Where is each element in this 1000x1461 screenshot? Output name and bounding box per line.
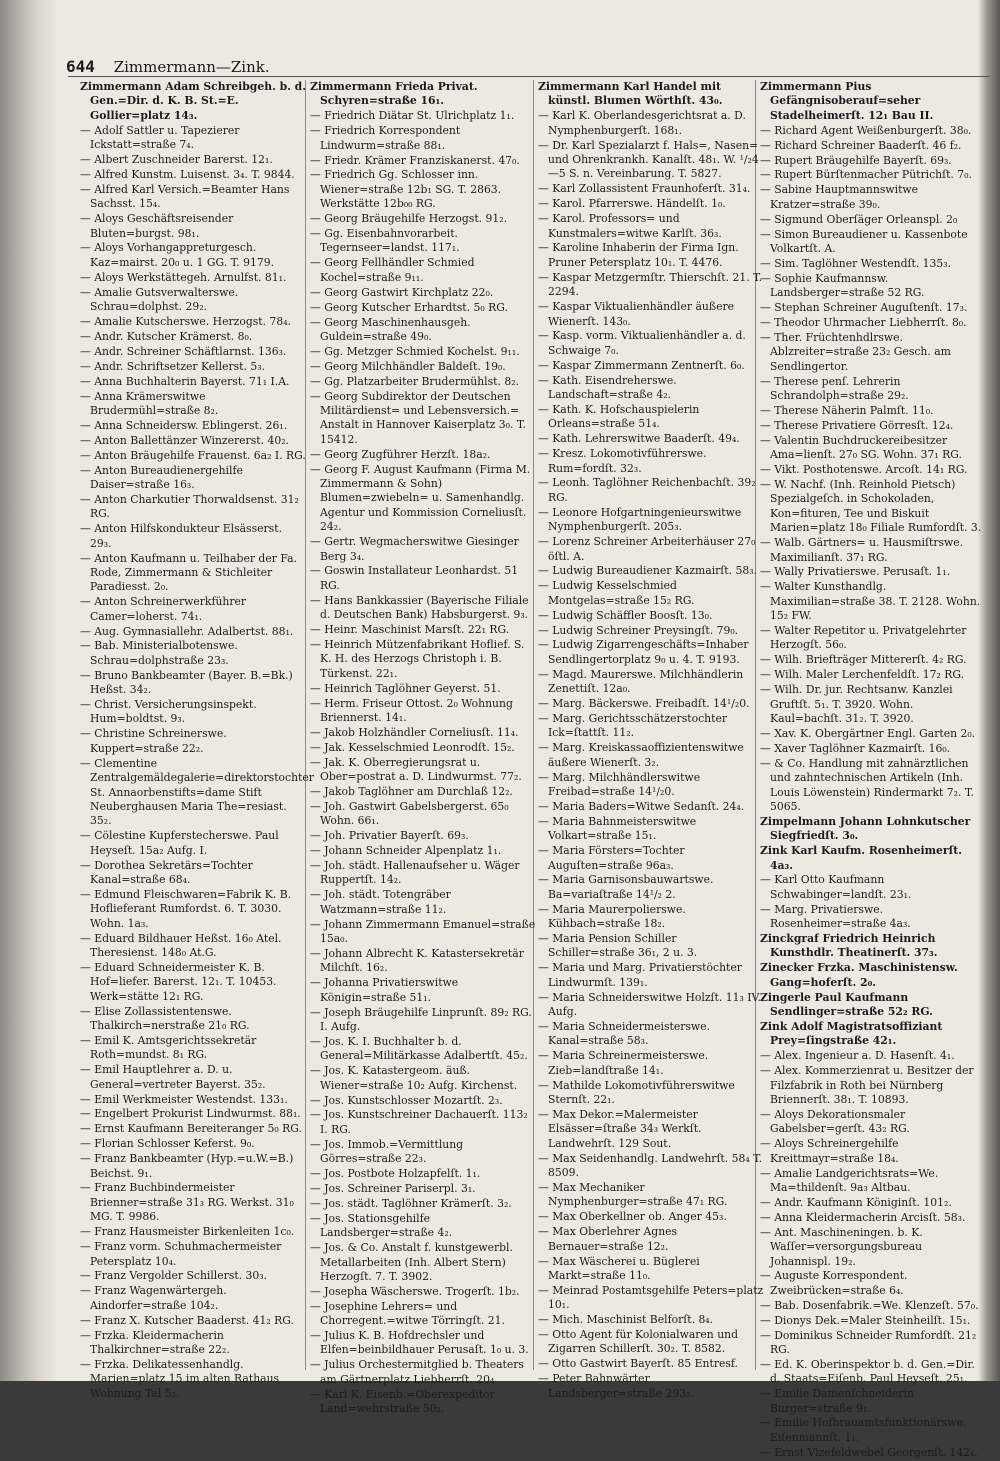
directory-entry: — Sim. Taglöhner Westendſt. 135₃. — [760, 256, 952, 270]
directory-entry: — Jos. K. Katastergeom. äuß. Wiener=straße 10₂ Aufg. Kirchenst. — [310, 1064, 518, 1092]
directory-entry: — Josephine Lehrers= und Chorregent.=witwe Törringſt. 21. — [310, 1299, 505, 1328]
directory-entry: — Emil Hauptlehrer a. D. u. General=vertreter Bayerst. 35₂. — [80, 1063, 266, 1091]
directory-entry: — Ludwig Bureaudiener Kazmairſt. 58₃. — [538, 564, 758, 578]
directory-entry: — Jos. Kunstschlosser Mozartſt. 2₃. — [310, 1093, 503, 1107]
directory-entry: — Georg Fellhändler Schmied Kochel=straße 9₁₁. — [310, 256, 475, 284]
directory-entry: — Georg Maschinenhausgeh. Guldein=straße 49₀. — [310, 315, 471, 343]
directory-entry: — Clementine Zentralgemäldegalerie=direktorstochter St. Annaorbenstifts=dame Stift Neuberghausen Maria The=resiast. 35₂. — [80, 756, 314, 828]
directory-entry: — Anton Bräugehilfe Frauenst. 6a₂ I. RG. — [80, 448, 306, 462]
directory-entry: — Sabine Hauptmannswitwe Kratzer=straße 39₀. — [760, 183, 919, 211]
directory-entry: — Maria Baders=Witwe Sedanſt. 24₄. — [538, 799, 745, 813]
directory-entry: — Joh. Privatier Bayerſt. 69₃. — [310, 829, 469, 843]
directory-entry: — Karol. Professors= und Kunstmalers=witwe Karlſt. 36₃. — [538, 212, 722, 240]
directory-entry: — Ed. K. Oberinspektor b. d. Gen.=Dir. d. Staats=Eiſenb. Paul Heyseſt. 25₁. — [760, 1357, 975, 1386]
directory-entry: — Maria Schreinermeisterswe. Zieb=landſtraße 14₁. — [538, 1049, 709, 1077]
directory-entry: — Max Wäscherei u. Büglerei Markt=straße 11₀. — [538, 1254, 700, 1282]
directory-entry: — Georg Subdirektor der Deutschen Militärdienst= und Lebensversich.= Anstalt in Hannover Kaiserplatz 3₀. T. 15412. — [310, 389, 526, 446]
directory-entry: — Joh. städt. Hallenaufseher u. Wäger Ruppertſt. 14₂. — [310, 859, 520, 887]
directory-entry: — Ant. Maschineningen. b. K. Waſſer=versorgungsbureau Johannispl. 19₂. — [760, 1225, 923, 1268]
directory-entry: — Stephan Schreiner Auguſtenſt. 17₃. — [760, 301, 968, 315]
directory-entry: — Jos. Postbote Holzapfelſt. 1₁. — [310, 1167, 481, 1181]
directory-entry: — Richard Schreiner Baaderſt. 46 f₂. — [760, 138, 962, 152]
directory-entry: — Christine Schreinerswe. Kuppert=straße 22₂. — [80, 727, 227, 755]
directory-entry: — Adolf Sattler u. Tapezierer Ickstatt=straße 7₄. — [80, 123, 240, 152]
header-rule — [68, 76, 990, 77]
directory-entry: — Jos. K. I. Buchhalter b. d. General=Militärkasse Adalbertſt. 45₂. — [310, 1034, 528, 1063]
directory-entry: — Friedrich Diätar St. Ulrichplatz 1₁. — [310, 109, 515, 123]
directory-entry: — Dr. Karl Spezialarzt f. Hals=, Nasen= und Ohrenkrankh. Kanalſt. 48₁. W. ¹/₂4—5 S. n. Vereinbarung. T. 5827. — [538, 138, 759, 181]
directory-entry: — Xav. K. Obergärtner Engl. Garten 2₀. — [760, 726, 976, 740]
directory-entry: — Maria Schneiderswitwe Holzſt. 11₃ IV. Aufg. — [538, 990, 761, 1019]
directory-entry: — Kaspar Zimmermann Zentnerſt. 6₀. — [538, 358, 745, 372]
directory-entry: — Karoline Inhaberin der Firma Ign. Pruner Petersplatz 10₁. T. 4476. — [538, 241, 739, 269]
directory-entry: — Kaspar Viktualienhändler äußere Wienerſt. 143₀. — [538, 300, 735, 328]
directory-entry: — Walter Repetitor u. Privatgelehrter Herzogſt. 56₀. — [760, 624, 967, 652]
directory-entry: — Cölestine Kupferstecherswe. Paul Heyseſt. 15a₂ Aufg. I. — [80, 829, 279, 857]
directory-entry: — Jos. Stationsgehilfe Landsberger=straße 4₂. — [310, 1211, 453, 1240]
directory-entry: — Walter Kunsthandlg. Maximilian=straße 38. T. 2128. Wohn. 15₂ FW. — [760, 580, 981, 623]
directory-entry: Zimpelmann Johann Lohnkutscher Siegfriedſt. 3₀. — [760, 814, 971, 843]
directory-entry: — Engelbert Prokurist Lindwurmst. 88₁. — [80, 1107, 301, 1121]
directory-entry: — Jak. Kesselschmied Leonrodſt. 15₂. — [310, 740, 515, 754]
directory-entry: — Aloys Schreinergehilfe Kreittmayr=straße 18₄. — [760, 1137, 899, 1165]
directory-entry: — Ernst Vizefeldwebel Georgenſt. 142₄. — [760, 1445, 978, 1459]
directory-entry: — Kaspar Metzgermſtr. Thierschſt. 21. T. 2294. — [538, 270, 763, 299]
directory-entry: — Xaver Taglöhner Kazmairſt. 16₀. — [760, 741, 951, 755]
directory-entry: — Alfred Kunstm. Luisenst. 3₄. T. 9844. — [80, 167, 295, 181]
directory-entry: — Magd. Maurerswe. Milchhändlerin Zenettiſt. 12a₀. — [538, 667, 744, 696]
directory-entry: — Wilh. Maler Lerchenfeldſt. 17₂ RG. — [760, 668, 965, 682]
directory-entry: — Anton Bureaudienergehilfe Daiser=straße 16₃. — [80, 463, 243, 491]
directory-entry: — Theodor Uhrmacher Liebherrſt. 8₀. — [760, 316, 967, 329]
directory-entry: — Johann Albrecht K. Katastersekretär Milchſt. 16₂. — [310, 946, 524, 975]
directory-entry: Zingerle Paul Kaufmann Sendlinger=straße 52₂ RG. — [760, 990, 933, 1019]
directory-entry: — Wally Privatierswe. Perusaſt. 1₁. — [760, 565, 951, 579]
directory-entry: — Gg. Metzger Schmied Kochelst. 9₁₁. — [310, 344, 520, 358]
directory-entry: — Mich. Maschinist Belforſt. 8₄. — [538, 1313, 714, 1327]
directory-entry: — Kath. Eisendreherswe. Landschaft=straße 4₂. — [538, 373, 677, 402]
directory-entry: — Wilh. Briefträger Mittererſt. 4₂ RG. — [760, 653, 967, 667]
page-header — [66, 57, 270, 76]
directory-entry: Zinckgraf Friedrich Heinrich Kunsthdlr. Theatinerſt. 37₃. — [760, 932, 938, 960]
directory-entry: — Franz Vergolder Schillerst. 30₃. — [80, 1269, 268, 1283]
directory-entry: — Julius Orchestermitglied b. Theaters am Gärtnerplatz Liebherrſt. 20₄. — [310, 1358, 524, 1386]
running-title: Zimmermann—Zink. — [113, 58, 270, 76]
directory-entry: — Johann Zimmermann Emanuel=straße 15a₀. — [310, 917, 536, 946]
directory-entry: — Gertr. Wegmacherswitwe Giesinger Berg 3₄. — [310, 535, 519, 563]
page-number: 644 — [66, 57, 95, 76]
directory-entry: — Ludwig Kesselschmied Montgelas=straße 15₂ RG. — [538, 579, 695, 607]
directory-entry: — Marg. Privatierswe. Rosenheimer=straße 4a₃. — [760, 902, 911, 931]
book-gutter-left — [0, 0, 58, 1381]
directory-entry: — Aloys Dekorationsmaler Gabelsber=gerſt. 43₂ RG. — [760, 1107, 910, 1136]
directory-entry: — Walb. Gärtners= u. Hausmiſtrswe. Maximilianſt. 37₁ RG. — [760, 536, 964, 564]
directory-column-1 — [80, 80, 314, 1402]
directory-entry: — Heinr. Maschinist Marsſt. 22₁ RG. — [310, 623, 510, 637]
directory-entry: — Therese Näherin Palmſt. 11₀. — [760, 403, 934, 417]
directory-entry: — Johann Schneider Alpenplatz 1₁. — [310, 844, 502, 858]
directory-entry: — Joseph Bräugehilfe Linprunſt. 89₂ RG. I. Aufg. — [310, 1005, 532, 1033]
directory-entry: — Heinrich Taglöhner Geyerst. 51. — [310, 681, 501, 695]
directory-entry: — Anna Krämerswitwe Brudermühl=straße 8₂. — [80, 389, 219, 417]
directory-entry: — Frzka. Kleidermacherin Thalkirchner=straße 22₂. — [80, 1328, 230, 1356]
directory-entry: — Jos. Immob.=Vermittlung Görres=straße 22₃. — [310, 1137, 464, 1166]
directory-entry: — Dorothea Sekretärs=Tochter Kanal=straße 68₄. — [80, 858, 253, 886]
directory-entry: — Rupert Bräugehilfe Bayerſt. 69₃. — [760, 153, 952, 167]
directory-entry: — Sigmund Oberſäger Orleanspl. 2₀ — [760, 212, 958, 226]
directory-entry: — Kath. K. Hofschauspielerin Orleans=straße 51₄. — [538, 402, 700, 431]
directory-entry: — Emilie Hofbrauamtsfunktionärswe. Eiſenmannſt. 1₁. — [760, 1416, 967, 1444]
directory-entry: — Max Oberkellner ob. Anger 45₃. — [538, 1210, 727, 1224]
directory-entry: Zink Karl Kaufm. Rosenheimerſt. 4a₃. — [760, 844, 962, 872]
directory-entry: — Leonore Hofgartningenieurswitwe Nymphenburgerſt. 205₃. — [538, 505, 742, 534]
directory-entry: — Franz Buchbindermeister Brienner=straße 31₃ RG. Werkst. 31₀ MG. T. 9986. — [80, 1181, 294, 1224]
directory-entry: — Gg. Eisenbahnvorarbeit. Tegernseer=landst. 117₁. — [310, 227, 460, 255]
directory-entry: — Wilh. Dr. jur. Rechtsanw. Kanzlei Gruftſt. 5₁. T. 3920. Wohn. Kaul=bachſt. 31₂. T. 3920. — [760, 683, 953, 725]
directory-entry: — Peter Bahnwärter Landsberger=straße 293₂. — [538, 1372, 694, 1400]
directory-entry: — Anton Ballettänzer Winzererst. 40₂. — [80, 433, 289, 447]
directory-entry: — Emil Werkmeister Westendst. 133₁. — [80, 1092, 288, 1106]
directory-entry: — Anton Charkutier Thorwaldsenst. 31₂ RG. — [80, 492, 299, 521]
directory-entry: — Joh. Gastwirt Gabelsbergerst. 65₀ Wohn. 66₁. — [310, 799, 509, 828]
directory-entry: — Franz Hausmeister Birkenleiten 1c₀. — [80, 1225, 295, 1239]
directory-entry: — Georg Milchhändler Baldeſt. 19₀. — [310, 359, 506, 373]
directory-entry: — Jos. städt. Taglöhner Krämerſt. 3₂. — [310, 1196, 512, 1210]
directory-entry: — Andr. Schriftsetzer Kellerst. 5₃. — [80, 359, 266, 373]
directory-entry: Zimmermann Frieda Privat. Schyren=straße 16₁. — [310, 80, 478, 108]
directory-column-4 — [760, 80, 986, 1461]
directory-entry: — Ernst Kaufmann Bereiteranger 5₀ RG. — [80, 1122, 302, 1136]
directory-entry: — Eduard Bildhauer Heßst. 16₀ Atel. Theresienst. 148₀ At.G. — [80, 931, 282, 959]
directory-entry: — Florian Schlosser Keferst. 9₀. — [80, 1137, 255, 1151]
directory-entry: — Edmund Fleischwaren=Fabrik K. B. Hoflieferant Rumfordst. 6. T. 3030. Wohn. 1a₃. — [80, 887, 292, 930]
directory-entry: — Otto Agent für Kolonialwaren und Zigarren Schillerſt. 30₂. T. 8582. — [538, 1328, 739, 1356]
directory-entry: — Bruno Bankbeamter (Bayer. B.=Bk.) Heßst. 34₂. — [80, 668, 293, 697]
directory-entry: — Mathilde Lokomotivführerswitwe Sternſt. 22₁. — [538, 1078, 735, 1107]
directory-entry: — Joh. städt. Totengräber Watzmann=straße 11₂. — [310, 888, 451, 916]
directory-column-2 — [310, 80, 536, 1417]
directory-entry: — Marg. Milchhändlerswitwe Freibad=straße 14¹/₂0. — [538, 770, 701, 798]
directory-entry: — Georg Kutscher Erhardtst. 5₀ RG. — [310, 300, 508, 314]
directory-entry: — Maria Garnisonsbauwartswe. Ba=variaſtraße 14¹/₂ 2. — [538, 873, 714, 901]
directory-entry: — Anna Kleidermacherin Arcisſt. 58₃. — [760, 1210, 966, 1224]
directory-entry: — Friedrich Gg. Schlosser inn. Wiener=straße 12b₁ SG. T. 2863. Werkstätte 12b₀₀ RG. — [310, 168, 502, 211]
directory-entry: — Kasp. vorm. Viktualienhändler a. d. Schwaige 7₀. — [538, 329, 746, 357]
directory-entry: Zimmermann Adam Schreibgeh. b. d. Gen.=Dir. d. K. B. St.=E. Gollier=platz 14₃. — [80, 80, 306, 122]
directory-entry: — Dominikus Schneider Rumfordſt. 21₂ RG. — [760, 1328, 977, 1356]
directory-entry: Zimmermann Karl Handel mit künstl. Blumen Wörthſt. 43₀. — [538, 80, 723, 108]
directory-entry: — Andr. Kaufmann Königinſt. 101₂. — [760, 1195, 952, 1209]
directory-entry: — Karl Zollassistent Fraunhoferſt. 31₄. — [538, 182, 751, 196]
directory-entry: — Emil K. Amtsgerichtssekretär Roth=mundst. 8₁ RG. — [80, 1033, 257, 1062]
directory-entry: — Richard Agent Weißenburgerſt. 38₀. — [760, 123, 972, 137]
directory-entry: — Maria Maurerpolierswe. Kühbach=straße 18₂. — [538, 902, 686, 931]
directory-entry: — Elise Zollassistentenswe. Thalkirch=nerstraße 21₀ RG. — [80, 1004, 250, 1032]
directory-entry: — Emilie Damenſchneiderin Burger=straße 9₁. — [760, 1387, 914, 1415]
directory-entry: — Otto Gastwirt Bayerſt. 85 Entresf. — [538, 1357, 738, 1371]
directory-entry: — Anton Schreinerwerkführer Camer=loherst. 74₁. — [80, 595, 247, 623]
directory-entry: — Maria und Marg. Privatierstöchter Lindwurmſt. 139₁. — [538, 961, 742, 989]
directory-entry: — Amalie Landgerichtsrats=We. Ma=thildenſt. 9a₃ Altbau. — [760, 1166, 939, 1194]
directory-entry: — Aloys Werkstättegeh. Arnulfst. 81₁. — [80, 270, 287, 284]
directory-entry: — Karol. Pfarrerswe. Händelſt. 1₀. — [538, 197, 726, 211]
directory-entry: — Jak. K. Oberregierungsrat u. Ober=postrat a. D. Lindwurmst. 77₂. — [310, 755, 522, 784]
directory-entry: — Valentin Buchdruckereibesitzer Ama=lienſt. 27₀ SG. Wohn. 37₁ RG. — [760, 433, 962, 462]
directory-entry: — Jos. Kunstschreiner Dachauerſt. 113₂ I. RG. — [310, 1108, 528, 1136]
directory-entry: — Georg F. August Kaufmann (Firma M. Zimmermann & Sohn) Blumen=zwiebeln= u. Samenhandlg. Agentur und Kommission Corneliusſt. 24₂. — [310, 462, 531, 534]
directory-entry: — Franz Bankbeamter (Hyp.=u.W.=B.) Beichst. 9₁. — [80, 1152, 294, 1180]
directory-entry: — Alex. Kommerzienrat u. Besitzer der Filzfabrik in Roth bei Nürnberg Briennerſt. 38₁. T. 10893. — [760, 1064, 974, 1107]
directory-entry: Zimmermann Pius Gefängnisoberauf=seher Stadelheimerſt. 12₁ Bau II. — [760, 80, 934, 122]
directory-entry: — Aloys Geschäftsreisender Bluten=burgst. 98₁. — [80, 212, 234, 240]
directory-entry: — Kath. Lehrerswitwe Baaderſt. 49₄. — [538, 432, 740, 446]
directory-entry: — Karl Otto Kaufmann Schwabinger=landſt. 23₁. — [760, 873, 912, 901]
directory-entry: — Karl K. Oberlandesgerichtsrat a. D. Nymphenburgerſt. 168₁. — [538, 109, 746, 137]
directory-entry: — Max Dekor.=Malermeister Elsässer=ſtraße 34₃ Werkſt. Landwehrſt. 129 Sout. — [538, 1107, 702, 1150]
directory-entry: — Maria Pension Schiller Schiller=straße 36₁, 2 u. 3. — [538, 932, 698, 960]
directory-entry: — Anton Hilfskondukteur Elsässerst. 29₃. — [80, 522, 282, 550]
directory-entry: — Jos. Schreiner Pariserpl. 3₁. — [310, 1181, 476, 1195]
directory-entry: — Frzka. Delikatessenhandlg. Marien=platz 15 im alten Rathaus Wohnung Tal 5₂. — [80, 1357, 280, 1400]
directory-entry: — Albert Zuschneider Barerst. 12₁. — [80, 153, 273, 167]
directory-entry: — Karl K. Eisenb.=Oberexpeditor Land=wehrstraße 50₂. — [310, 1387, 495, 1416]
directory-entry: — Jakob Taglöhner am Durchlaß 12₂. — [310, 785, 513, 798]
directory-entry: — Max Seidenhandlg. Landwehrſt. 58₄ T. 8509. — [538, 1151, 763, 1180]
directory-entry: — Franz Wagenwärtergeh. Aindorfer=straße 104₂. — [80, 1284, 227, 1312]
directory-entry: — Meinrad Postamtsgehilfe Peters=platz 10₁. — [538, 1283, 764, 1312]
directory-entry: — Bab. Dosenfabrik.=We. Klenzeſt. 57₀. — [760, 1298, 979, 1312]
directory-entry: — Max Mechaniker Nymphenburger=straße 47₁ RG. — [538, 1180, 728, 1209]
directory-entry: — Simon Bureaudiener u. Kassenbote Volkartſt. A. — [760, 227, 968, 255]
directory-entry: — & Co. Handlung mit zahnärztlichen und zahntechnischen Artikeln (Inh. Louis Löwenstein) Rindermarkt 7₂. T. 5065. — [760, 756, 974, 813]
directory-entry: — Georg Zugführer Herzſt. 18a₂. — [310, 447, 491, 461]
directory-entry: — Jakob Holzhändler Corneliusſt. 11₄. — [310, 725, 519, 739]
directory-entry: — Anna Buchhalterin Bayerst. 71₁ I.A. — [80, 374, 290, 388]
directory-entry: — Julius K. B. Hofdrechsler und Elfen=beinbildhauer Perusaſt. 1₀ u. 3. — [310, 1329, 529, 1357]
directory-entry: — Franz X. Kutscher Baaderst. 41₂ RG. — [80, 1313, 294, 1327]
directory-entry: — Friedr. Krämer Franziskanerst. 47₀. — [310, 153, 520, 167]
directory-entry: — Rupert Bürſtenmacher Pütrichſt. 7₀. — [760, 168, 972, 182]
directory-entry: — Friedrich Korrespondent Lindwurm=straße 88₁. — [310, 124, 461, 152]
directory-entry: — Max Oberlehrer Agnes Bernauer=straße 12₂. — [538, 1225, 678, 1253]
directory-entry: — Ludwig Schäffler Boosſt. 13₀. — [538, 608, 713, 622]
directory-entry: — Leonh. Taglöhner Reichenbachſt. 39₂ RG. — [538, 476, 756, 504]
directory-entry: — Kresz. Lokomotivführerswe. Rum=fordſt. 32₃. — [538, 447, 707, 475]
directory-entry: — Heinrich Mützenfabrikant Hoflief. S. K. H. des Herzogs Christoph i. B. Türkenst. 22₁. — [310, 637, 525, 680]
directory-entry: — Georg Gastwirt Kirchplatz 22₀. — [310, 285, 494, 299]
directory-entry: — Eduard Schneidermeister K. B. Hof=liefer. Barerst. 12₁. T. 10453. Werk=stätte 12₁ RG. — [80, 960, 277, 1003]
directory-entry: — W. Nachf. (Inh. Reinhold Pietsch) Spezialgeſch. in Schokoladen, Kon=fituren, Tee und Biskuit Marien=platz 18₀ Filiale Rumfordſt. 3. — [760, 477, 982, 535]
directory-entry: — Therese penſ. Lehrerin Schrandolph=straße 29₂. — [760, 374, 909, 403]
directory-entry: — Alfred Karl Versich.=Beamter Hans Sachsst. 15₄. — [80, 182, 290, 211]
directory-entry: — Marg. Gerichtsschätzerstochter Ick=ſtattſt. 11₂. — [538, 711, 727, 740]
directory-entry: — Ludwig Schreiner Preysingſt. 79₀. — [538, 623, 739, 637]
directory-entry: — Amalie Kutscherswe. Herzogst. 78₄. — [80, 315, 291, 328]
directory-entry: — Ther. Früchtenhdlrswe. Ablzreiter=straße 23₂ Gesch. am Sendlingertor. — [760, 330, 951, 373]
directory-entry: — Anna Schneidersw. Eblingerst. 26₁. — [80, 418, 288, 432]
directory-entry: — Andr. Schreiner Schäftlarnst. 136₃. — [80, 344, 287, 358]
directory-entry: — Maria Schneidermeisterswe. Kanal=straße 58₃. — [538, 1020, 710, 1048]
directory-entry: — Georg Bräugehilfe Herzogst. 91₂. — [310, 212, 508, 226]
directory-entry: — Hans Bankkassier (Bayerische Filiale d. Deutschen Bank) Habsburgerst. 9₃. — [310, 593, 529, 622]
directory-entry: Zinecker Frzka. Maschinistensw. Gang=hoferſt. 2₀. — [760, 961, 958, 989]
directory-entry: — Goswin Installateur Leonhardst. 51 RG. — [310, 564, 519, 592]
directory-entry: — Maria Försters=Tochter Auguſten=straße 96a₃. — [538, 844, 685, 872]
directory-entry: — Sophie Kaufmannsw. Landsberger=straße 52 RG. — [760, 271, 925, 300]
directory-entry: — Josepha Wäscherswe. Trogerſt. 1b₂. — [310, 1284, 520, 1298]
directory-entry: — Aloys Vorhangappreturgesch. Kaz=mairst. 20₀ u. 1 GG. T. 9179. — [80, 241, 275, 269]
directory-entry: — Ludwig Zigarrengeschäfts=Inhaber Sendlingertorplatz 9₀ u. 4. T. 9193. — [538, 638, 749, 666]
directory-entry: — Lorenz Schreiner Arbeiterhäuser 27₀ öſtl. A. — [538, 535, 756, 563]
directory-entry: — Bab. Ministerialbotenswe. Schrau=dolphstraße 23₃. — [80, 639, 238, 667]
directory-entry: — Marg. Bäckerswe. Freibadſt. 14¹/₂0. — [538, 697, 750, 711]
directory-entry: — Aug. Gymnasiallehr. Adalbertst. 88₁. — [80, 624, 294, 638]
directory-entry: — Johanna Privatierswitwe Königin=straße 51₁. — [310, 976, 459, 1004]
directory-entry: — Amalie Gutsverwalterswe. Schrau=dolphst. 29₂. — [80, 285, 239, 314]
directory-entry: — Anton Kaufmann u. Teilhaber der Fa. Rode, Zimmermann & Stichleiter Paradiesst. 2₀. — [80, 551, 297, 594]
directory-entry: — Marg. Kreiskassaoffizientenswitwe äußere Wienerſt. 3₂. — [538, 741, 744, 769]
directory-entry: — Maria Bahnmeisterswitwe Volkart=straße 15₁. — [538, 814, 697, 843]
directory-entry: — Therese Privatiere Görresſt. 12₄. — [760, 418, 954, 432]
directory-entry: — Auguste Korrespondent. Zweibrücken=straße 6₄. — [760, 1269, 908, 1297]
directory-entry: Zink Adolf Magistratsoffiziant Prey=ſingstraße 42₁. — [760, 1020, 943, 1048]
directory-entry: — Franz vorm. Schuhmachermeister Petersplatz 10₄. — [80, 1240, 282, 1268]
directory-entry: — Gg. Platzarbeiter Brudermühlst. 8₂. — [310, 374, 519, 388]
directory-entry: — Alex. Ingenieur a. D. Hasenſt. 4₁. — [760, 1049, 955, 1063]
directory-entry: — Christ. Versicherungsinspekt. Hum=boldtst. 9₃. — [80, 698, 257, 726]
directory-entry: — Andr. Kutscher Krämerst. 8₀. — [80, 329, 253, 343]
directory-entry: — Dionys Dek.=Maler Steinheilſt. 15₁. — [760, 1313, 971, 1327]
directory-entry: — Vikt. Posthotenswe. Arcoſt. 14₁ RG. — [760, 463, 968, 477]
directory-entry: — Herm. Friseur Ottost. 2₀ Wohnung Briennerst. 14₁. — [310, 696, 513, 724]
directory-column-3 — [538, 80, 764, 1402]
directory-entry: — Jos. & Co. Anstalt f. kunstgewerbl. Metallarbeiten (Inh. Albert Stern) Herzogſt. 7. T. 3902. — [310, 1241, 513, 1283]
